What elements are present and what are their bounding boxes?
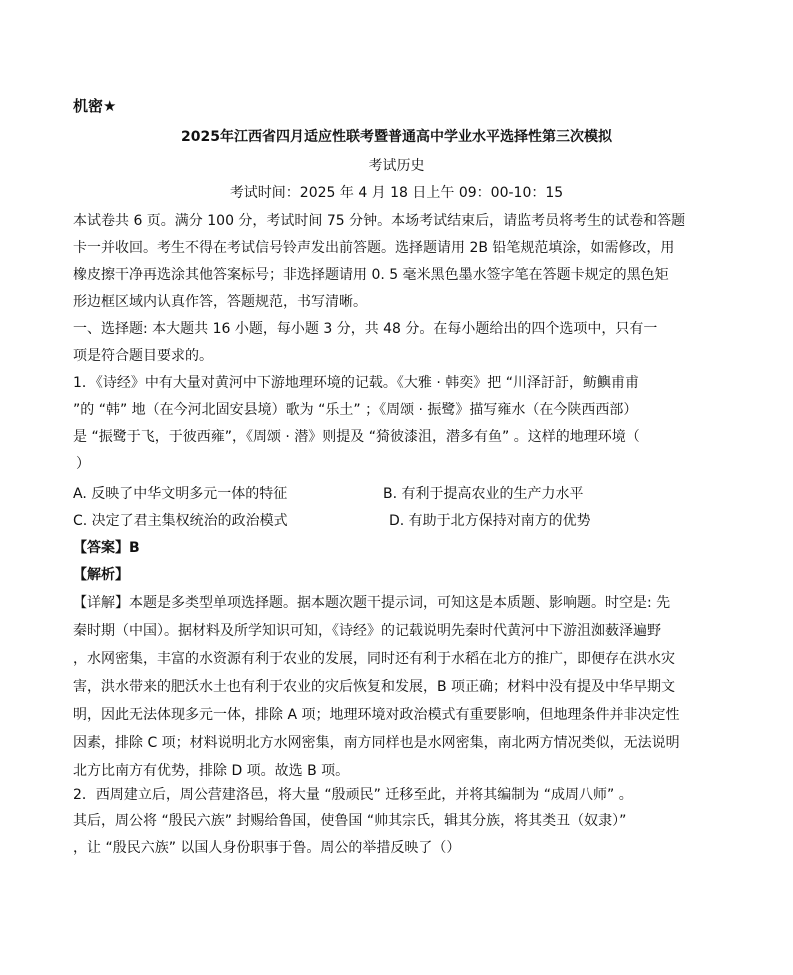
question-1-stem: ）: [76, 456, 90, 472]
detail-line: 秦时期（中国）。据材料及所学知识可知，《诗经》的记载说明先秦时代黄河中下游沮洳薮泽遍野: [73, 623, 661, 639]
question-2-stem: ，让 “殷民六族” 以国人身份职事于鲁。周公的举措反映了（）: [73, 840, 461, 856]
option-c: C. 决定了君主集权统治的政治模式: [73, 513, 288, 529]
analysis-label: 【解析】: [73, 567, 129, 583]
option-a: A. 反映了中华文明多元一体的特征: [73, 486, 288, 502]
question-1-stem: 是 “振鹭于飞，于彼西雍”，《周颂 · 潜》则提及 “猗彼漆沮，潜多有鱼” 。这样的地理环境（: [73, 429, 640, 445]
detail-line: 因素，排除 C 项；材料说明北方水网密集，南方同样也是水网密集，南北两方情况类似，无法说明: [73, 735, 680, 751]
detail-line: 害，洪水带来的肥沃水土也有利于农业的灾后恢复和发展，B 项正确；材料中没有提及中华早期文: [73, 679, 676, 695]
instructions-line: 卡一并收回。考生不得在考试信号铃声发出前答题。选择题请用 2B 铅笔规范填涂，如需修改，用: [73, 240, 675, 256]
option-b: B. 有利于提高农业的生产力水平: [383, 486, 584, 502]
exam-time: 考试时间：2025 年 4 月 18 日上午 09：00-10：15: [229, 185, 564, 201]
detail-line: 北方比南方有优势，排除 D 项。故选 B 项。: [73, 763, 350, 779]
detail-line: 明，因此无法体现多元一体，排除 A 项；地理环境对政治模式有重要影响，但地理条件并非决定性: [73, 707, 680, 723]
instructions-line: 橡皮擦干净再选涂其他答案标号；非选择题请用 0. 5 毫米黑色墨水签字笔在答题卡规定的黑色矩: [73, 267, 669, 283]
section-heading: 项是符合题目要求的。: [73, 348, 213, 364]
exam-subtitle: 考试历史: [368, 158, 425, 174]
section-heading: 一、选择题: 本大题共 16 小题，每小题 3 分，共 48 分。在每小题给出的四个选项中，只有一: [73, 321, 658, 337]
question-2-stem: 2．西周建立后，周公营建洛邑，将大量 “殷顽民” 迁移至此，并将其编制为 “成周八师” 。: [73, 787, 633, 803]
detail-line: ，水网密集，丰富的水资源有利于农业的发展，同时还有利于水稻在北方的推广，即便存在洪水灾: [73, 651, 675, 667]
question-2-stem: 其后，周公将 “殷民六族” 封赐给鲁国，使鲁国 “帅其宗氏，辑其分族，将其类丑（奴隶）”: [73, 813, 627, 829]
answer-label: 【答案】B: [73, 540, 140, 556]
option-d: D. 有助于北方保持对南方的优势: [389, 513, 591, 529]
exam-title: 2025年江西省四月适应性联考暨普通高中学业水平选择性第三次模拟: [181, 129, 612, 145]
question-1-stem: ”的 “韩” 地（在今河北固安县境）歌为 “乐土” ；《周颂 · 振鹭》描写雍水（在今陕西西部）: [73, 402, 638, 418]
detail-line: 【详解】本题是多类型单项选择题。据本题次题干提示词，可知这是本质题、影响题。时空是: 先: [73, 595, 671, 611]
instructions-line: 本试卷共 6 页。满分 100 分，考试时间 75 分钟。本场考试结束后，请监考员将考生的试卷和答题: [73, 213, 686, 229]
confidential-mark: 机密★: [73, 97, 117, 115]
question-1-stem: 1．《诗经》中有大量对黄河中下游地理环境的记载。《大雅 · 韩奕》把 “川泽訏訏，鲂鱮甫甫: [73, 375, 639, 391]
instructions-line: 形边框区域内认真作答，答题规范，书写清晰。: [73, 294, 367, 310]
